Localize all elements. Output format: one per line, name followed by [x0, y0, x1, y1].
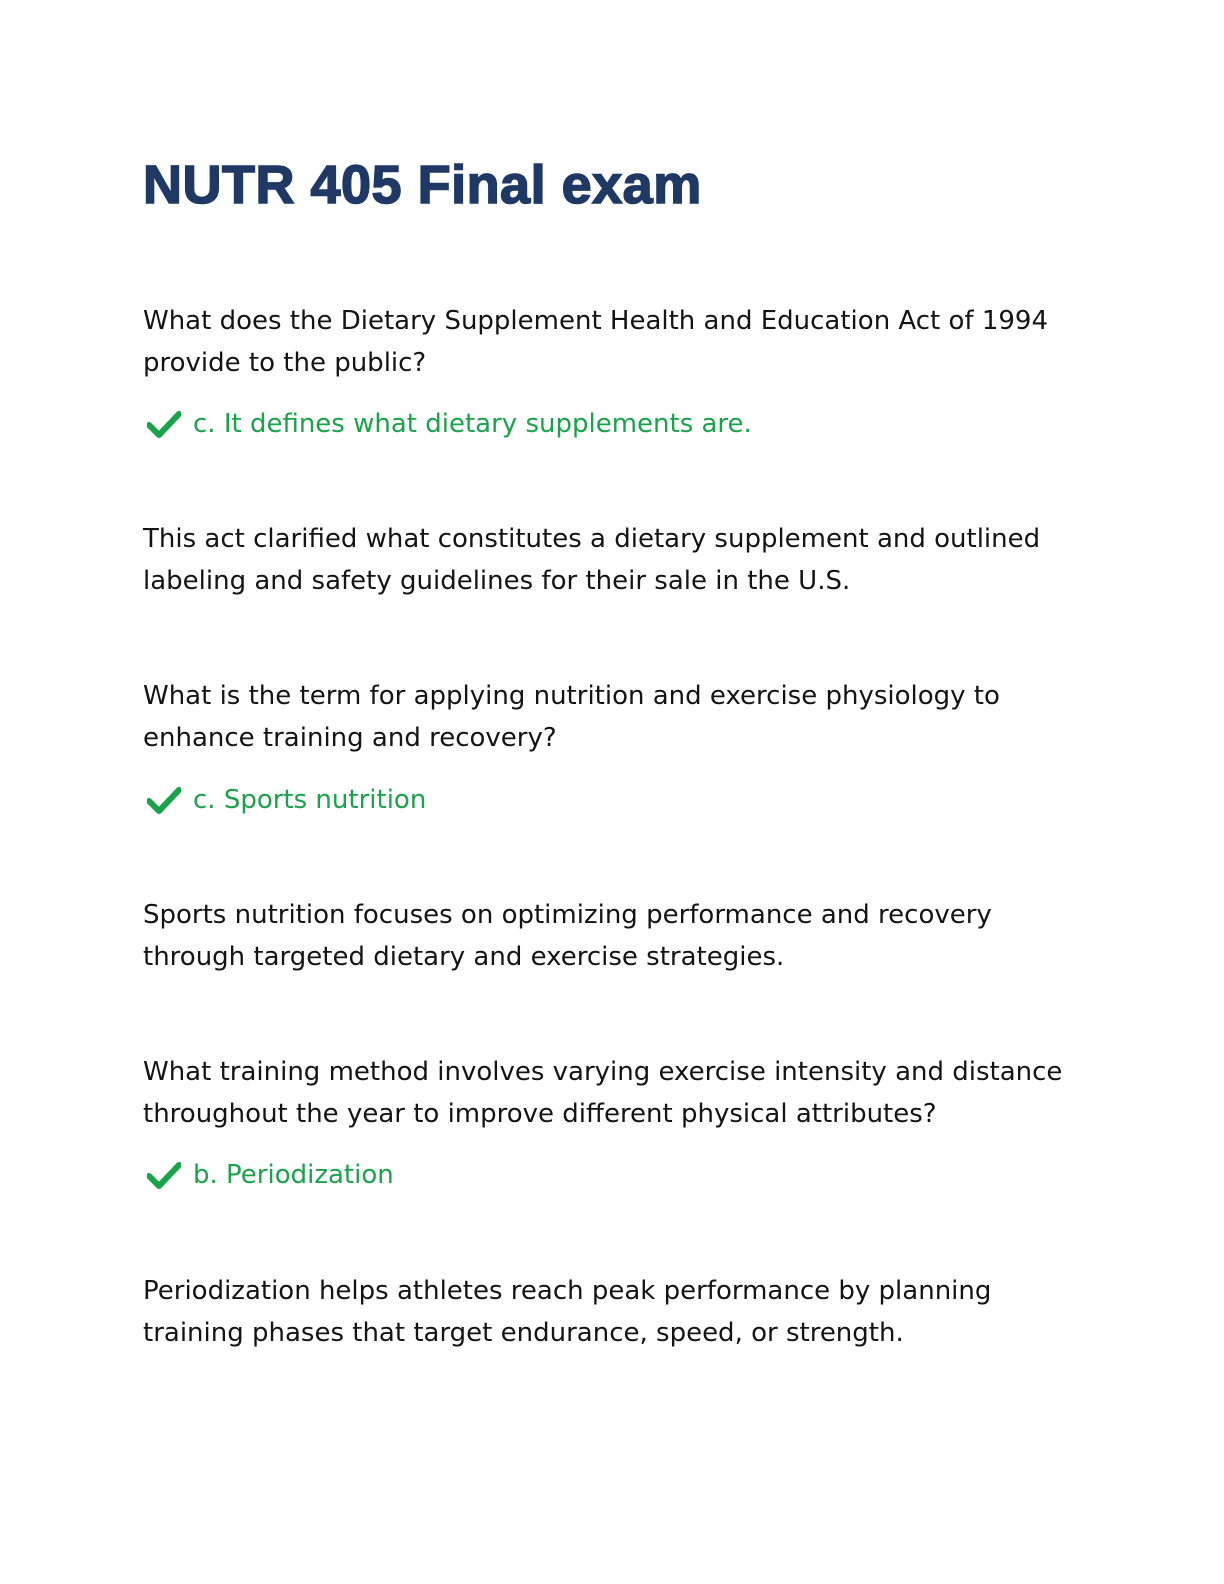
question-text: What training method involves varying exercise intensity and distance throughout the year to improve different physical attributes? — [143, 1057, 1063, 1129]
question-text: What does the Dietary Supplement Health and Education Act of 1994 provide to the public? — [143, 306, 1049, 378]
answer-text: c. It defines what dietary supplements are. — [193, 409, 752, 439]
answer-row — [147, 779, 426, 821]
answer-text: c. Sports nutrition — [193, 785, 427, 815]
explanation-text: Sports nutrition focuses on optimizing performance and recovery through targeted dietary and exercise strategies. — [143, 900, 992, 972]
checkmark-icon — [147, 786, 181, 814]
question-text: What is the term for applying nutrition and exercise physiology to enhance training and recovery? — [143, 681, 1000, 753]
answer-row — [147, 403, 752, 445]
explanation-text: This act clarified what constitutes a dietary supplement and outlined labeling and safety guidelines for their sale in the U.S. — [143, 524, 1041, 596]
explanation-text: Periodization helps athletes reach peak performance by planning training phases that target endurance, speed, or strength. — [143, 1276, 992, 1348]
answer-row — [147, 1154, 394, 1196]
checkmark-icon — [147, 1161, 181, 1189]
page-title: NUTR 405 Final exam — [143, 155, 702, 215]
answer-text: b. Periodization — [193, 1160, 394, 1190]
checkmark-icon — [147, 410, 181, 438]
